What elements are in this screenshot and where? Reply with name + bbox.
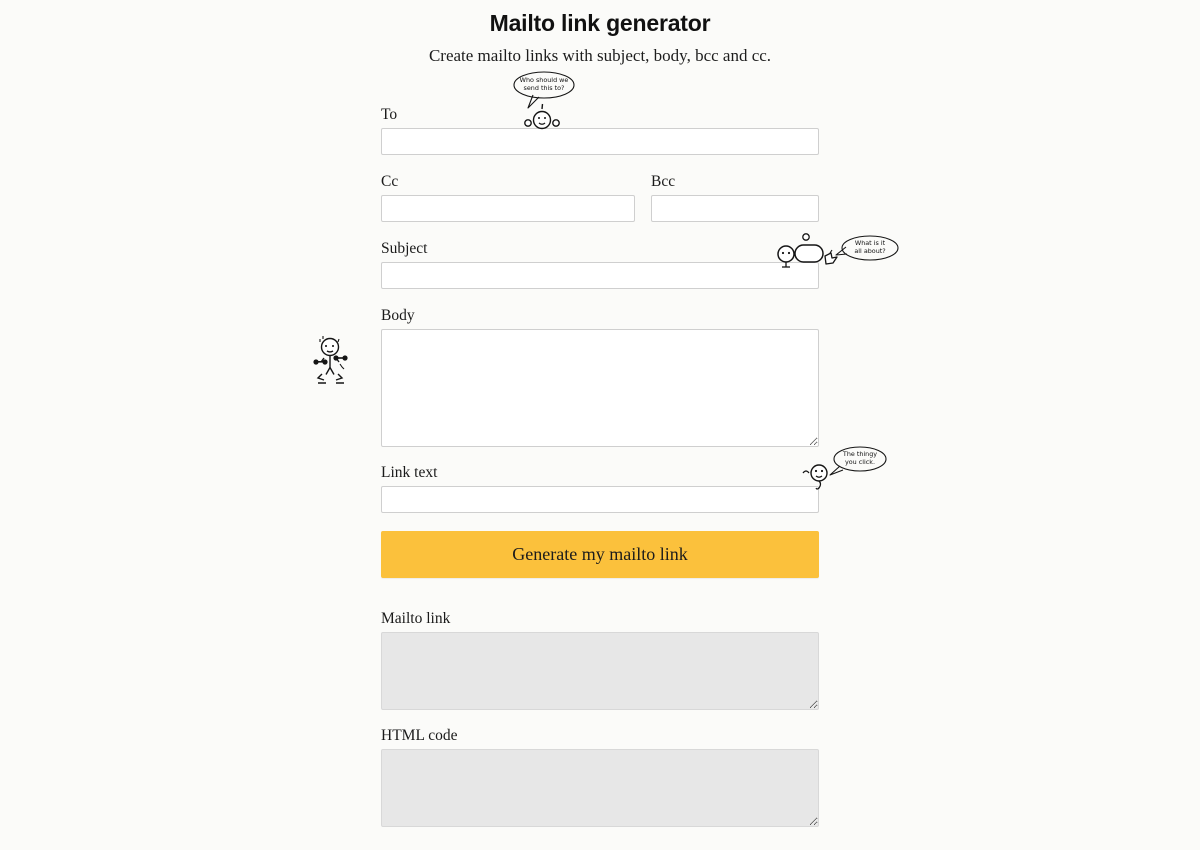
field-bcc xyxy=(651,173,819,222)
to-input[interactable] xyxy=(381,128,819,155)
doodle-link-bubble-line2: you click. xyxy=(844,458,876,466)
label-subject: Subject xyxy=(381,240,428,257)
field-cc xyxy=(381,173,635,222)
body-textarea[interactable] xyxy=(381,329,819,447)
doodle-link-bubble-line1: The thingy xyxy=(842,450,878,458)
field-body xyxy=(381,307,819,447)
stick-figure-dumbbell-doodle xyxy=(318,339,344,384)
generate-mailto-link-button[interactable]: Generate my mailto link xyxy=(381,531,819,578)
html-code-output[interactable] xyxy=(381,749,819,827)
field-mailto-link-output xyxy=(381,610,819,710)
field-to xyxy=(381,106,819,155)
label-bcc: Bcc xyxy=(651,173,676,190)
field-subject xyxy=(381,240,819,289)
label-body: Body xyxy=(381,307,415,324)
page-subtitle: Create mailto links with subject, body, bcc and cc. xyxy=(428,46,772,65)
doodle-subject-bubble-line1: What is it xyxy=(854,239,886,247)
page-title: Mailto link generator xyxy=(489,10,711,36)
subject-input[interactable] xyxy=(381,262,819,289)
cc-input[interactable] xyxy=(381,195,635,222)
doodle-to-bubble-line1: Who should we xyxy=(519,76,569,84)
doodle-subject-bubble-line2: all about? xyxy=(854,247,886,255)
link-text-input[interactable] xyxy=(381,486,819,513)
mailto-link-output[interactable] xyxy=(381,632,819,710)
label-html-code: HTML code xyxy=(381,727,458,744)
doodle-body xyxy=(306,331,356,387)
label-cc: Cc xyxy=(381,173,399,190)
doodle-to-bubble-line2: send this to? xyxy=(523,84,565,92)
label-mailto-link: Mailto link xyxy=(381,610,451,627)
label-link-text: Link text xyxy=(381,464,438,481)
field-html-code-output xyxy=(381,727,819,827)
field-link-text xyxy=(381,464,819,513)
dumbbells xyxy=(313,355,347,364)
bcc-input[interactable] xyxy=(651,195,819,222)
label-to: To xyxy=(381,106,398,123)
